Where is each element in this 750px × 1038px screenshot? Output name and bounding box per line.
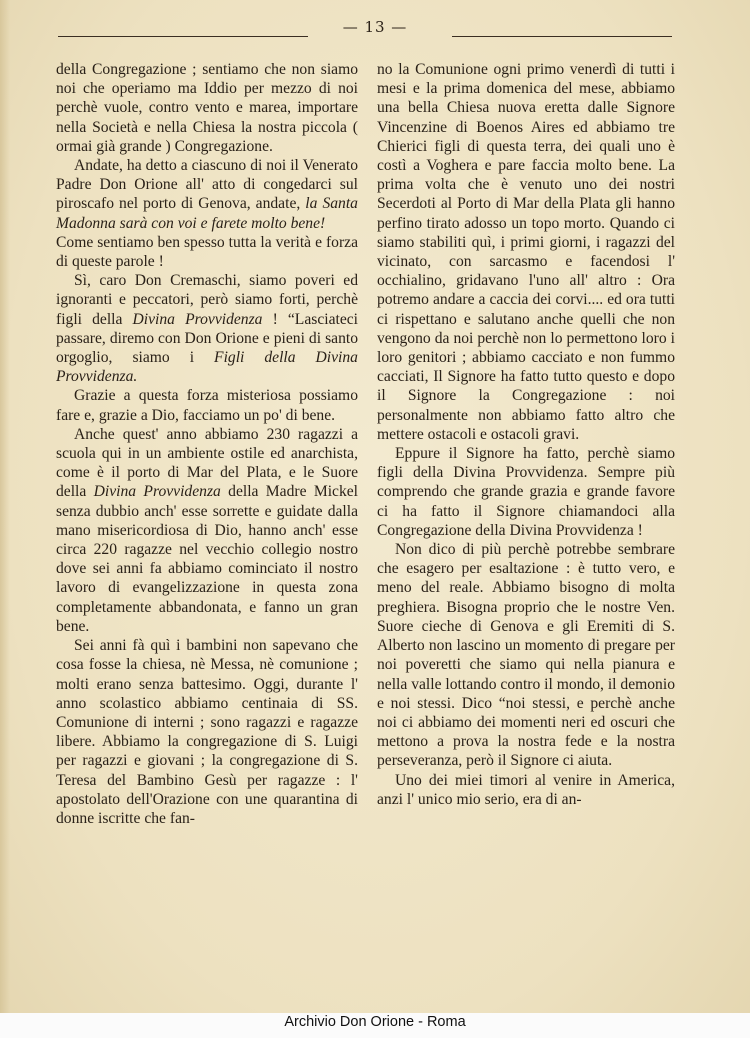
header-rule-right <box>452 36 672 37</box>
page-edge-shadow <box>0 0 10 1038</box>
header-rule-left <box>58 36 308 37</box>
paragraph: Sì, caro Don Cremaschi, siamo poveri ed ignoranti e peccatori, però siamo forti, perchè figli della Divina Provvidenza ! “Lasciateci passare, diremo con Don Orione e pieni di santo orgoglio, siamo i Figli della Divina Provvidenza. <box>56 272 359 386</box>
paragraph: Anche quest' anno abbiamo 230 ragazzi a scuola qui in un ambiente ostile ed anarchista, come è il porto di Mar del Plata, e le Suore della Divina Provvidenza della Madre Mickel senza dubbio anch' esse sorrette e guidate dalla mano misericordiosa di Dio, hanno anch' esse circa 220 ragazze nel vecchio collegio nostro dove sei anni fa abbiamo cominciato il nostro lavoro di evangelizzazione in questa zona completamente abbandonata, e fanno un gran bene. <box>56 425 359 635</box>
paragraph: Come sentiamo ben spesso tutta la verità e forza di queste parole ! <box>56 233 358 271</box>
paragraph: Sei anni fà quì i bambini non sapevano che cosa fosse la chiesa, nè Messa, nè comunione ; molti erano senza battesimo. Oggi, durante l' anno scolastico abbiamo centinaia di SS. Comunione di interni ; sono ragazzi e ragazze libere. Abbiamo la congregazione di S. Luigi per ragazzi e giovani ; la congregazione di S. Teresa del Bambino Gesù per ragazze : l' apostolato dell'Orazione con une quarantina di donne iscritte che fan- <box>56 637 358 827</box>
paragraph: della Congregazione ; sentiamo che non siamo noi che operiamo ma Iddio per mezzo di noi perchè vuole, contro vento e marea, importare nella Società e nella Chiesa la nostra piccola ( ormai già grande ) Congregazione. <box>56 61 358 155</box>
paragraph: Uno dei miei timori al venire in America, anzi l' unico mio serio, era di an- <box>377 771 675 808</box>
paragraph: Eppure il Signore ha fatto, perchè siamo figli della Divina Provvidenza. Sempre più comprendo che grande grazia e grande favore ci ha fatto il Signore chiamandoci alla Congregazione della Divina Provvidenza ! <box>377 445 675 539</box>
paragraph: Andate, ha detto a ciascuno di noi il Venerato Padre Don Orione all' atto di congedarci sul piroscafo nel porto di Genova, andate, la Santa Madonna sarà con voi e farete molto bene! <box>56 157 358 232</box>
page-number: — 13 — <box>342 18 408 36</box>
paragraph: no la Comunione ogni primo venerdì di tutti i mesi e la prima domenica del mese, abbiamo una bella Chiesa nuova eretta dalle Signore Vincenzine di Boenos Aires ed abbiamo tre Chierici figli di questa terra, dei quali uno è costì a Voghera e pare faccia molto bene. La prima volta che è venuto uno dei nostri Secerdoti al Porto di Mar della Plata gli hanno perfino tirato adosso un topo morto. Quando ci siamo stabiliti quì, i primi giorni, i ragazzi del vicinato, con sarcasmo e facendosi l' occhialino, gridavano l'uno all' altro : Ora potremo andare a caccia dei corvi.... ed ora tutti ci rispettano e salutano anche quelli che non vengono da noi perchè non lo permettono loro i loro genitori ; abbiamo cacciato e non fummo cacciati, Il Signore ha fatto tutto questo e dopo il Signore la Congregazione : noi personalmente non abbiamo fatto altro che mettere ostacoli e ostacoli gravi. <box>377 61 675 443</box>
right-column <box>377 60 675 809</box>
left-column <box>56 60 358 828</box>
paragraph: Grazie a questa forza misteriosa possiamo fare e, grazie a Dio, facciamo un po' di bene. <box>56 387 358 424</box>
archive-label: Archivio Don Orione - Roma <box>284 1014 466 1030</box>
paragraph: Non dico di più perchè potrebbe sembrare che esagero per esaltazione : è tutto vero, e meno del reale. Abbiamo bisogno di molta preghiera. Bisogna proprio che le nostre Ven. Suore cieche di Genova e gli Eremiti di S. Alberto non lascino un momento di pregare per noi poveretti che siamo qui nella pianura e nella valle lottando contro il mondo, il demonio e noi stessi. Dico “noi stessi, e perchè anche noi ci abbiamo dei momenti neri ed oscuri che mettono a prova la nostra fede e la nostra perseveranza, però il Signore ci aiuta. <box>377 541 675 770</box>
